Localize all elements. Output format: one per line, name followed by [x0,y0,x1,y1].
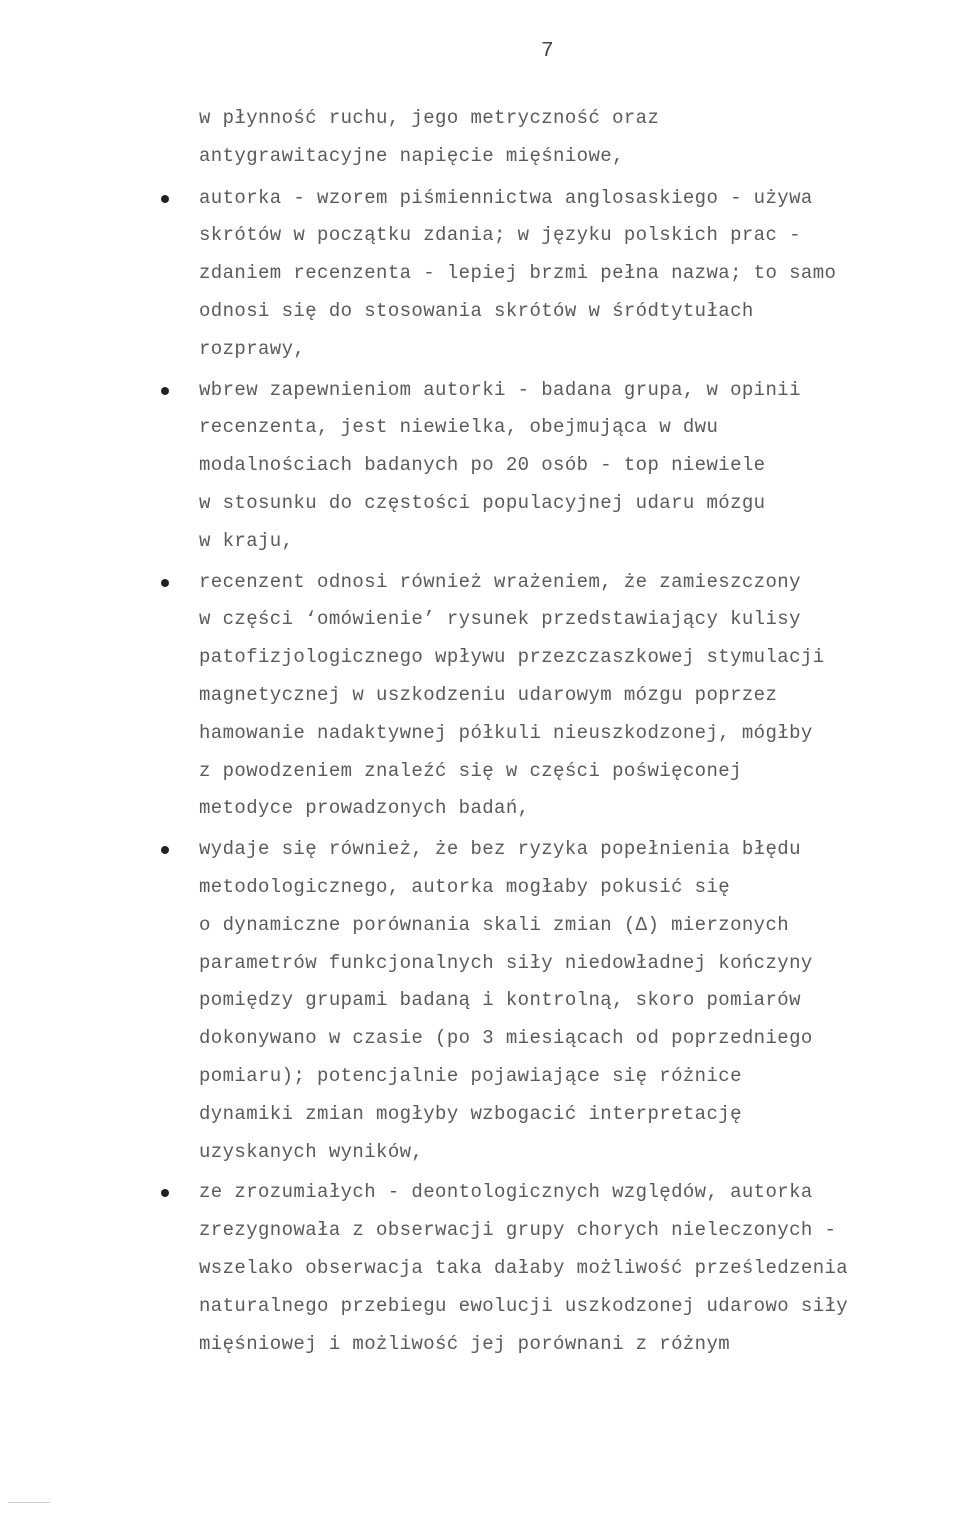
text-line: wbrew zapewnieniom autorki - badana grupa, w opinii [199,378,801,401]
text-line: magnetycznej w uszkodzeniu udarowym mózgu poprzez [199,683,778,706]
text-line: rozprawy, [199,337,306,360]
text-line: dokonywano w czasie (po 3 miesiącach od poprzedniego [199,1027,813,1050]
text-line: recenzent odnosi również wrażeniem, że zamieszczony [199,570,801,593]
text-line: antygrawitacyjne napięcie mięśniowe, [199,144,624,167]
text-line: modalnościach badanych po 20 osób - top niewiele [199,454,766,477]
bullet-item-rysunek [199,564,949,829]
text-line: w części ‘omówienie’ rysunek przedstawiający kulisy [199,608,801,631]
bullet-icon [161,846,169,854]
text-line: o dynamiczne porównania skali zmian (Δ) mierzonych [199,913,790,936]
footer-rule [8,1502,50,1503]
bullet-icon [161,1189,169,1197]
bullet-icon [161,579,169,587]
text-line: uzyskanych wyników, [199,1140,424,1163]
text-line: w płynność ruchu, jego metryczność oraz [199,107,660,129]
text-line: mięśniowej i możliwość jej porównani z różnym [199,1332,731,1355]
text-line: w kraju, [199,529,294,552]
text-line: parametrów funkcjonalnych siły niedowładnej kończyny [199,951,813,974]
document-body [199,100,949,1366]
text-line: skrótów w początku zdania; w języku polskich prac - [199,224,801,247]
text-line: pomiędzy grupami badaną i kontrolną, skoro pomiarów [199,989,801,1012]
text-line: odnosi się do stosowania skrótów w śródtytułach [199,299,754,322]
text-line: recenzenta, jest niewielka, obejmująca w dwu [199,416,719,439]
bullet-item-dynamika [199,831,949,1171]
text-line: zrezygnowała z obserwacji grupy chorych nieleczonych - [199,1219,837,1242]
text-line: dynamiki zmian mogłyby wzbogacić interpretację [199,1102,742,1125]
text-line: patofizjologicznego wpływu przezczaszkowej stymulacji [199,646,825,669]
text-line: wydaje się również, że bez ryzyka popełnienia błędu [199,838,801,861]
text-line: metodologicznego, autorka mogłaby pokusić się [199,875,731,898]
text-line: naturalnego przebiegu ewolucji uszkodzonej udarowo siły [199,1294,849,1317]
text-line: ze zrozumiałych - deontologicznych względów, autorka [199,1181,813,1204]
text-line: autorka - wzorem piśmiennictwa anglosaskiego - używa [199,186,813,209]
bullet-item-skroty [199,180,949,369]
bullet-icon [161,387,169,395]
text-line: metodyce prowadzonych badań, [199,797,530,820]
bullet-item-grupa [199,372,949,561]
text-line: w stosunku do częstości populacyjnej udaru mózgu [199,491,766,514]
intro-paragraph [199,100,949,176]
text-line: wszelako obserwacja taka dałaby możliwość prześledzenia [199,1256,849,1279]
bullet-item-obserwacja [199,1174,949,1363]
text-line: z powodzeniem znaleźć się w części poświęconej [199,759,742,782]
bullet-icon [161,195,169,203]
text-line: hamowanie nadaktywnej półkuli nieuszkodzonej, mógłby [199,721,813,744]
text-line: zdaniem recenzenta - lepiej brzmi pełna nazwa; to samo [199,262,837,285]
page-number: 7 [541,40,554,63]
text-line: pomiaru); potencjalnie pojawiające się różnice [199,1064,742,1087]
